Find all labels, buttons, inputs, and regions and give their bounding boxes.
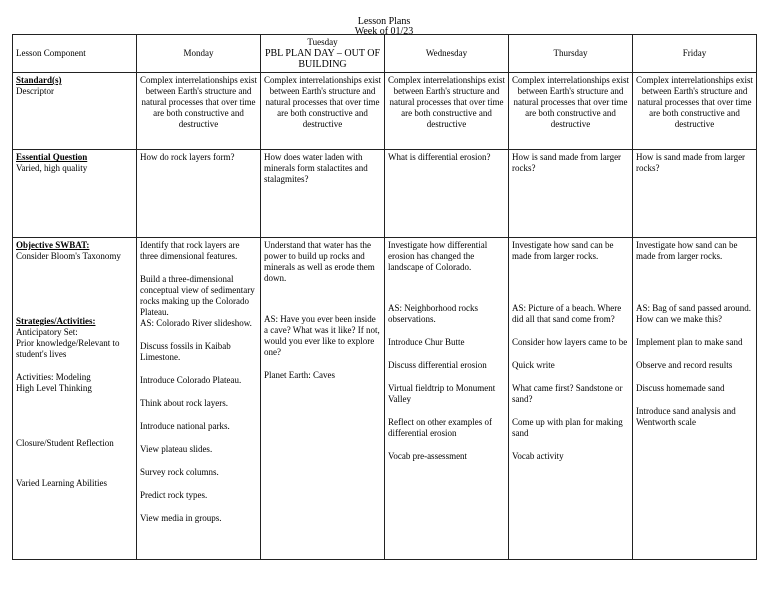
standard-friday: Complex interrelationships exist between Earth's structure and natural processes that over time are both constructive and destructive: [633, 73, 757, 150]
activity-item: Implement plan to make sand: [636, 337, 743, 347]
objective-thursday: Investigate how sand can be made from larger rocks.: [512, 240, 614, 261]
activity-item: Planet Earth: Caves: [264, 370, 335, 380]
thursday-detail: [509, 238, 633, 560]
objective-friday: Investigate how sand can be made from larger rocks.: [636, 240, 738, 261]
friday-detail: [633, 238, 757, 560]
standard-thursday: Complex interrelationships exist between Earth's structure and natural processes that over time are both constructive and destructive: [509, 73, 633, 150]
essential-sub: Varied, high quality: [16, 163, 88, 173]
col-component: Lesson Component: [13, 35, 137, 73]
activity-item: Discuss fossils in Kaibab Limestone.: [140, 341, 231, 362]
lesson-plan-table: [12, 34, 757, 560]
anticipatory-label: Anticipatory Set:: [16, 327, 78, 337]
essential-row: [13, 150, 757, 238]
essential-wednesday: What is differential erosion?: [385, 150, 509, 238]
varied-label: Varied Learning Abilities: [16, 478, 107, 488]
activity-item: Introduce Colorado Plateau.: [140, 375, 242, 385]
activity-item: Introduce national parks.: [140, 421, 230, 431]
prior-knowledge-label: Prior knowledge/Relevant to student's lives: [16, 338, 120, 359]
activity-item: Survey rock columns.: [140, 467, 219, 477]
activity-item: AS: Colorado River slideshow.: [140, 318, 252, 328]
activity-item: Think about rock layers.: [140, 398, 228, 408]
objective-monday-1: Identify that rock layers are three dimensional features.: [140, 240, 240, 261]
standard-tuesday: Complex interrelationships exist between Earth's structure and natural processes that over time are both constructive and destructive: [261, 73, 385, 150]
essential-label: Essential Question: [16, 152, 88, 162]
standard-sub: Descriptor: [16, 86, 54, 96]
monday-label: Monday: [183, 48, 214, 58]
essential-label-cell: [13, 150, 137, 238]
activity-item: View plateau slides.: [140, 444, 213, 454]
objective-tuesday: Understand that water has the power to build up rocks and minerals as well as erode them down.: [264, 240, 375, 283]
activity-item: Discuss homemade sand: [636, 383, 725, 393]
activity-item: Introduce sand analysis and Wentworth scale: [636, 406, 736, 427]
standard-label-cell: [13, 73, 137, 150]
col-thursday: [509, 35, 633, 73]
activity-item: Reflect on other examples of differential erosion: [388, 417, 492, 438]
standard-label: Standard(s): [16, 75, 62, 85]
activity-item: AS: Have you ever been inside a cave? What was it like? If not, would you ever like to explore one?: [264, 314, 380, 357]
objective-label: Objective SWBAT:: [16, 240, 90, 250]
page-title: Lesson Plans: [357, 16, 411, 27]
col-tuesday: [261, 35, 385, 73]
activity-item: Come up with plan for making sand: [512, 417, 623, 438]
activity-item: AS: Bag of sand passed around. How can we make this?: [636, 303, 751, 324]
activity-item: Discuss differential erosion: [388, 360, 487, 370]
standard-row: [13, 73, 757, 150]
monday-detail: [137, 238, 261, 560]
activity-item: Introduce Chur Butte: [388, 337, 465, 347]
standard-wednesday: Complex interrelationships exist between Earth's structure and natural processes that over time are both constructive and destructive: [385, 73, 509, 150]
activity-item: Observe and record results: [636, 360, 733, 370]
activity-item: What came first? Sandstone or sand?: [512, 383, 623, 404]
wednesday-label: Wednesday: [425, 48, 468, 58]
activity-item: Consider how layers came to be: [512, 337, 628, 347]
objective-wednesday: Investigate how differential erosion has changed the landscape of Colorado.: [388, 240, 488, 272]
tuesday-label: Tuesday: [307, 37, 338, 47]
col-wednesday: [385, 35, 509, 73]
standard-monday: Complex interrelationships exist between Earth's structure and natural processes that over time are both constructive and destructive: [137, 73, 261, 150]
strategies-label: Strategies/Activities:: [16, 316, 96, 326]
thursday-label: Thursday: [553, 48, 588, 58]
week-label: Week of 01/23: [354, 26, 414, 37]
friday-label: Friday: [682, 48, 707, 58]
activity-item: View media in groups.: [140, 513, 222, 523]
objective-monday-2: Build a three-dimensional conceptual view of sedimentary rocks making up the Colorado Plateau.: [140, 274, 255, 317]
activity-item: Virtual fieldtrip to Monument Valley: [388, 383, 496, 404]
activity-item: Vocab pre-assessment: [388, 451, 468, 461]
essential-thursday: How is sand made from larger rocks?: [509, 150, 633, 238]
essential-tuesday: How does water laden with minerals form stalactites and stalagmites?: [261, 150, 385, 238]
tuesday-note: PBL PLAN DAY – OUT OF BUILDING: [264, 48, 381, 70]
activity-item: Vocab activity: [512, 451, 564, 461]
activity-item: AS: Picture of a beach. Where did all that sand come from?: [512, 303, 622, 324]
col-monday: [137, 35, 261, 73]
header-row: [13, 35, 757, 73]
activity-item: AS: Neighborhood rocks observations.: [388, 303, 478, 324]
col-friday: [633, 35, 757, 73]
tuesday-detail: [261, 238, 385, 560]
thinking-label: High Level Thinking: [16, 383, 92, 393]
objective-sub: Consider Bloom's Taxonomy: [16, 251, 121, 261]
essential-monday: How do rock layers form?: [137, 150, 261, 238]
closure-label: Closure/Student Reflection: [16, 438, 114, 448]
objective-strategies-row: [13, 238, 757, 560]
objective-label-cell: [13, 238, 137, 560]
wednesday-detail: [385, 238, 509, 560]
activity-item: Quick write: [512, 360, 555, 370]
activity-item: Predict rock types.: [140, 490, 208, 500]
essential-friday: How is sand made from larger rocks?: [633, 150, 757, 238]
activities-label: Activities: Modeling: [16, 372, 91, 382]
